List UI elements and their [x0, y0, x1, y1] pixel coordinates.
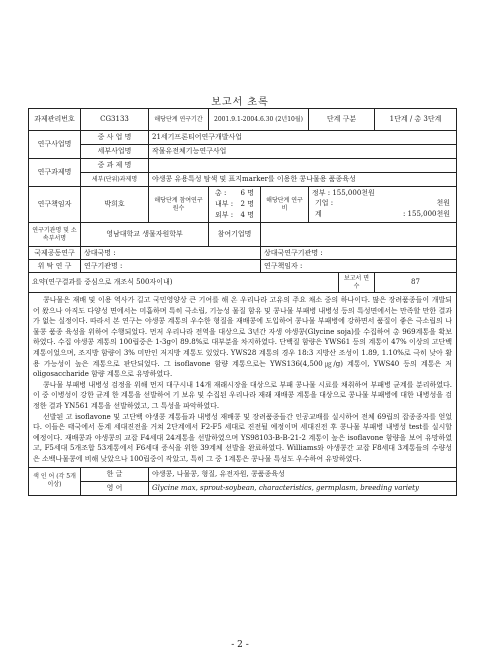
- keywords-en-label: 영 어: [81, 481, 149, 495]
- project-label: 연구과제명: [29, 159, 81, 187]
- researcher-row: [29, 187, 457, 223]
- period-label: 해당단계 연구기간: [149, 109, 209, 131]
- cost-label: 해당단계 연구비: [261, 187, 309, 223]
- staff-label: 해당단계 참여연구원수: [149, 187, 209, 223]
- staff-internal-value: 2 명: [240, 200, 254, 208]
- project-detail-value: 야생콩 유용특성 탐색 및 표지marker를 이용한 콩나물용 품종육성: [149, 173, 457, 187]
- intl-partner-inst: 상대국연구기관명 :: [261, 247, 457, 260]
- period-value: 2001.9.1-2004.6.30 (2년10월): [209, 109, 309, 131]
- program-sub-value: 작물유전체기능연구사업: [149, 145, 457, 159]
- project-detail-label: 세부(단위)과제명: [81, 173, 149, 187]
- summary-body: [29, 293, 457, 468]
- project-major-label: 중 과 제 명: [81, 159, 149, 173]
- partner-label: 참여기업명: [209, 223, 261, 247]
- program-main-value: 21세기프론티어연구개발사업: [149, 131, 457, 145]
- pages-label: 보고서 면수: [339, 273, 375, 293]
- keywords-ko-value: 야생콩, 나물콩, 형질, 유전자원, 콩품종육성: [149, 467, 457, 481]
- summary-label: 요약(연구결과를 중심으로 개조식 500자이내): [29, 273, 339, 293]
- keywords-label: 색 인 어 (각 5개 이상): [29, 467, 81, 495]
- keywords-ko-label: 한 글: [81, 467, 149, 481]
- stage-label: 단계 구분: [309, 109, 375, 131]
- intl-partner: 상대국명 :: [81, 247, 261, 260]
- staff-counts: [209, 187, 261, 223]
- cost-company-label: 기업 :: [315, 199, 334, 207]
- commission-label: 위 탁 연 구: [29, 260, 81, 273]
- summary-paragraph-1: 콩나물은 재배 및 이용 역사가 길고 국민영양상 큰 기여를 해 온 우리나라 고유의 주요 채소 중의 하나이다. 많은 장려품종들이 개발되어 왔으나 아직도 다양성 면에서는 미흡하며 특히 극소립, 기능성 물질 함유 및 콩나물 부패병 내병성 등의 특성면에서는 만족할 만한 결과가 없는 실정이다. 따라서 본 연구는 야생콩 계통의 우수한 형질을 재배콩에 도입하여 콩나물 부패병에 강하면서 품질이 좋은 극소립의 나물콩 품종 육성을 위하여 수행되었다. 먼저 우리나라 전역을 대상으로 3년간 자생 야생콩(Glycine soja)를 수집하여 총 969계통을 확보하였다. 수집 야생콩 계통의 100립중은 1-3g이 89.8%로 대부분을 차지하였다. 단백질 함량은 YWS61 등의 계통이 47% 이상의 고단백 계통이었으며, 조지방 함량이 3% 미만인 저지방 계통도 있었다. YWS28 계통의 경우 18:3 지방산 조성이 1.89, 1.10%로 극히 낮아 활용 가능성이 높은 계통으로 판단되었다. 그 isoflavone 함량 계통으로는 YWS136(4,500㎍/g) 계통이, YWS40 등의 계통은 저 oligosaccharide 함량 계통으로 유망하였다.: [33, 296, 453, 379]
- cost-total-value: : 155,000천원: [402, 210, 451, 218]
- project-major-value: [149, 159, 457, 173]
- summary-paragraph-3: 선발된 고 isoflavone 및 고단백 야생콩 계통들과 내병성 재배콩 및 장려품종들간 인공교배를 실시하여 전체 69립의 잡종종자를 얻었다. 이들은 태국에서 동계 세대진전을 거쳐 2단계에서 F2-F5 세대로 진전될 예정이며 세대진전 후 콩나물 부패병 내병성 test를 실시할 예정이다. 재배콩과 야생콩의 교잡 F4세대 24계통을 선발하였으며 YS98103-B-B-21-2 계통이 높은 isoflavone 함량을 보여 유망하였고, F5세대 5개조합 53계통에서 F6세대 증식을 위한 39계체 선발을 완료하였다. Williams와 야생콩간 교잡 F8세대 3계통들의 수량성은 소백나물콩에 비해 낮았으나 100립중이 작았고, 특히 그 중 1계통은 콩나물 특성도 우수하여 유망하였다.: [33, 412, 453, 463]
- pages-value: 87: [375, 273, 457, 293]
- task-no-value: CG3133: [81, 109, 149, 131]
- cost-total-label: 계: [315, 210, 322, 218]
- program-sub-label: 세부사업명: [81, 145, 149, 159]
- program-main-label: 중 사 업 명: [81, 131, 149, 145]
- researcher-name: 박희호: [81, 187, 149, 223]
- cost-values: [309, 187, 457, 223]
- stage-value: 1단계 / 총 3단계: [375, 109, 457, 131]
- institution-label: 연구기관명 및 소속부서명: [29, 223, 81, 247]
- cost-company-value: 천원: [436, 199, 451, 207]
- institution-value: 영남대학교 생물자원학부: [81, 223, 209, 247]
- task-row: [29, 109, 457, 131]
- task-no-label: 과제관리번호: [29, 109, 81, 131]
- program-label: 연구사업명: [29, 131, 81, 159]
- commission-inst: 연구기관명 :: [81, 260, 261, 273]
- cost-gov: 정부 : 155,000천원: [312, 189, 375, 197]
- commission-head: 연구책임자 :: [261, 260, 457, 273]
- staff-internal-label: 내부 :: [215, 200, 234, 208]
- partner-value: [261, 223, 457, 247]
- staff-external-value: 4 명: [240, 211, 254, 219]
- page-number: - 2 -: [231, 640, 249, 650]
- keywords-en-value: Glycine max, sprout-soybean, characteristics, germplasm, breeding variety: [149, 481, 457, 495]
- staff-external-label: 외부 :: [215, 211, 234, 219]
- staff-total-label: 총 :: [215, 189, 227, 197]
- abstract-form: [28, 108, 457, 496]
- summary-paragraph-2: 콩나물 부패병 내병성 검정을 위해 먼저 대구시내 14개 재래시장을 대상으로 부패 콩나물 시료를 채취하여 부패병 균계를 분리하였다. 이 중 이병성이 강한 균계 한 계통을 선발하여 기 보유 및 수집된 우리나라 재래 재배콩 계통을 대상으로 콩나물 부패병에 대한 내병성을 검정한 결과 YN561 계통을 선발하였고, 그 특성을 파악하였다.: [33, 380, 453, 410]
- intl-label: 국제공동연구: [29, 247, 81, 260]
- staff-total-value: 6 명: [240, 189, 254, 197]
- researcher-label: 연구책임자: [29, 187, 81, 223]
- report-title: 보고서 초록: [211, 97, 269, 108]
